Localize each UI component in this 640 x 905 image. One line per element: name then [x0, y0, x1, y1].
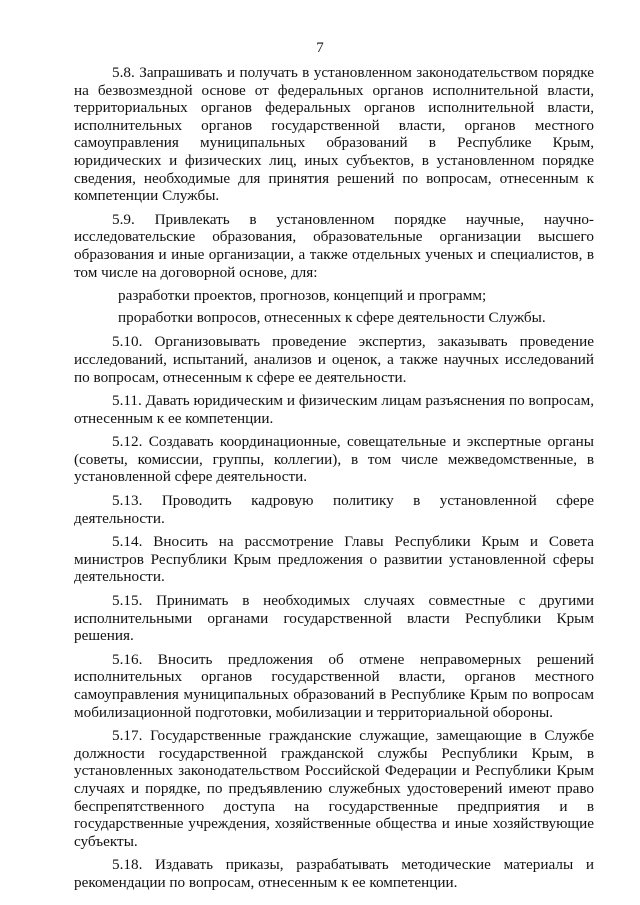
paragraph-5-8: 5.8. Запрашивать и получать в установленном законодательством порядке на безвозмездной основе от федеральных органов исполнительной власти, территориальных органов федеральных органов исполнительной власти, исполнительных органов государственной власти, органов местного самоуправления муниципальных образований в Республике Крым, юридических и физических лиц, иных субъектов, в установленном порядке сведения, необходимые для принятия решений по вопросам, отнесенным к компетенции Службы.: [74, 64, 594, 205]
list-item: разработки проектов, прогнозов, концепций и программ;: [118, 287, 487, 305]
paragraph-5-18: 5.18. Издавать приказы, разрабатывать методические материалы и рекомендации по вопросам, отнесенным к ее компетенции.: [74, 856, 594, 891]
paragraph-5-12: 5.12. Создавать координационные, совещательные и экспертные органы (советы, комиссии, группы, коллегии), в том числе межведомственные, в установленной сфере деятельности.: [74, 433, 594, 486]
paragraph-5-17: 5.17. Государственные гражданские служащие, замещающие в Службе должности государственной гражданской службы Республики Крым, в установленных законодательством Российской Федерации и Республики Крым случаях и порядке, по предъявлению служебных удостоверений имеют право беспрепятственного доступа на государственные предприятия и в государственные учреждения, хозяйственные общества и иные хозяйствующие субъекты.: [74, 727, 594, 850]
document-body: [74, 64, 594, 898]
page-number: 7: [316, 40, 324, 56]
paragraph-5-11: 5.11. Давать юридическим и физическим лицам разъяснения по вопросам, отнесенным к ее компетенции.: [74, 392, 594, 427]
paragraph-5-15: 5.15. Принимать в необходимых случаях совместные с другими исполнительными органами государственной власти Республики Крым решения.: [74, 592, 594, 645]
list-item: проработки вопросов, отнесенных к сфере деятельности Службы.: [118, 308, 546, 326]
paragraph-5-13: 5.13. Проводить кадровую политику в установленной сфере деятельности.: [74, 492, 594, 527]
paragraph-5-14: 5.14. Вносить на рассмотрение Главы Республики Крым и Совета министров Республики Крым предложения о развитии установленной сферы деятельности.: [74, 533, 594, 586]
paragraph-5-10: 5.10. Организовывать проведение экспертиз, заказывать проведение исследований, испытаний, анализов и оценок, а также научных исследований по вопросам, отнесенным к сфере ее деятельности.: [74, 333, 594, 386]
paragraph-5-16: 5.16. Вносить предложения об отмене неправомерных решений исполнительных органов государственной власти, органов местного самоуправления муниципальных образований в Республике Крым по вопросам мобилизационной подготовки, мобилизации и территориальной обороны.: [74, 650, 594, 721]
paragraph-5-9: 5.9. Привлекать в установленном порядке научные, научно-исследовательские образования, образовательные организации высшего образования и иные организации, а также отдельных ученых и специалистов, в том числе на договорной основе, для:: [74, 210, 594, 281]
